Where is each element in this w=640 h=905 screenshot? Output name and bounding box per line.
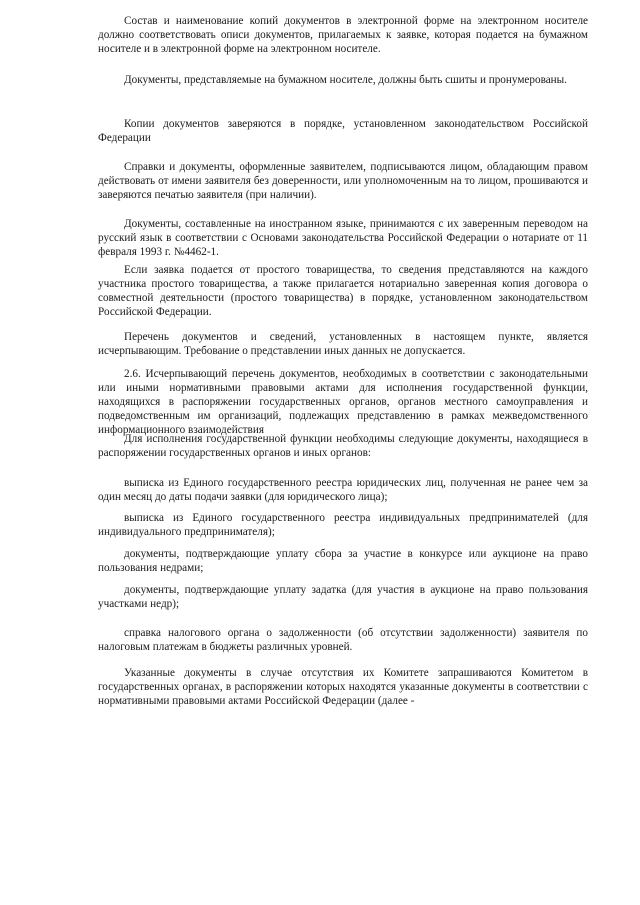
paragraph-electronic-copies: Состав и наименование копий документов в электронной форме на электронном носителе должно соответствовать описи документов, прилагаемых к заявке, которая подается на бумажном носителе и в электронной форме на электронном носителе. <box>98 15 588 55</box>
paragraph-section-2-6: 2.6. Исчерпывающий перечень документов, необходимых в соответствии с законодательными или иными нормативными правовыми актами для исполнения государственной функции, находящихся в распоряжении государственных органов, органов местного самоуправления и подведомственным им организаций, подлежащих представлению в рамках межведомственного информационного взаимодействия <box>98 368 588 436</box>
paragraph-partnership: Если заявка подается от простого товарищества, то сведения представляются на каждого участника простого товарищества, а также прилагается нотариально заверенная копия договора о совместной деятельности (простого товарищества) в порядке, установленном законодательством Российской Федерации. <box>98 264 588 318</box>
paragraph-required-documents: Для исполнения государственной функции необходимы следующие документы, находящиеся в распоряжении государственных органов и иных органов: <box>98 433 588 459</box>
list-item-deposit-payment: документы, подтверждающие уплату задатка (для участия в аукционе на право пользования участками недр); <box>98 584 588 610</box>
list-item-entrepreneur-extract: выписка из Единого государственного реестра индивидуальных предпринимателей (для индивидуального предпринимателя); <box>98 512 588 538</box>
list-item-tax-certificate: справка налогового органа о задолженности (об отсутствии задолженности) заявителя по налоговым платежам в бюджеты различных уровней. <box>98 627 588 653</box>
paragraph-certified-copies: Копии документов заверяются в порядке, установленном законодательством Российской Федерации <box>98 118 588 144</box>
paragraph-requested-documents: Указанные документы в случае отсутствия их Комитете запрашиваются Комитетом в государственных органах, в распоряжении которых находятся указанные документы в соответствии с нормативными правовыми актами Российской Федерации (далее - <box>98 667 588 707</box>
paragraph-signatures: Справки и документы, оформленные заявителем, подписываются лицом, обладающим правом действовать от имени заявителя без доверенности, или уполномоченным на то лицом, прошиваются и заверяются печатью заявителя (при наличии). <box>98 161 588 201</box>
paragraph-paper-documents: Документы, представляемые на бумажном носителе, должны быть сшиты и пронумерованы. <box>124 74 567 86</box>
list-item-legal-entity-extract: выписка из Единого государственного реестра юридических лиц, полученная не ранее чем за один месяц до даты подачи заявки (для юридического лица); <box>98 477 588 503</box>
paragraph-exhaustive-list: Перечень документов и сведений, установленных в настоящем пункте, является исчерпывающим. Требование о представлении иных данных не допускается. <box>98 331 588 357</box>
paragraph-foreign-language: Документы, составленные на иностранном языке, принимаются с их заверенным переводом на русский язык в соответствии с Основами законодательства Российской Федерации о нотариате от 11 февраля 1993 г. №4462-1. <box>98 218 588 258</box>
list-item-fee-payment: документы, подтверждающие уплату сбора за участие в конкурсе или аукционе на право пользования недрами; <box>98 548 588 574</box>
